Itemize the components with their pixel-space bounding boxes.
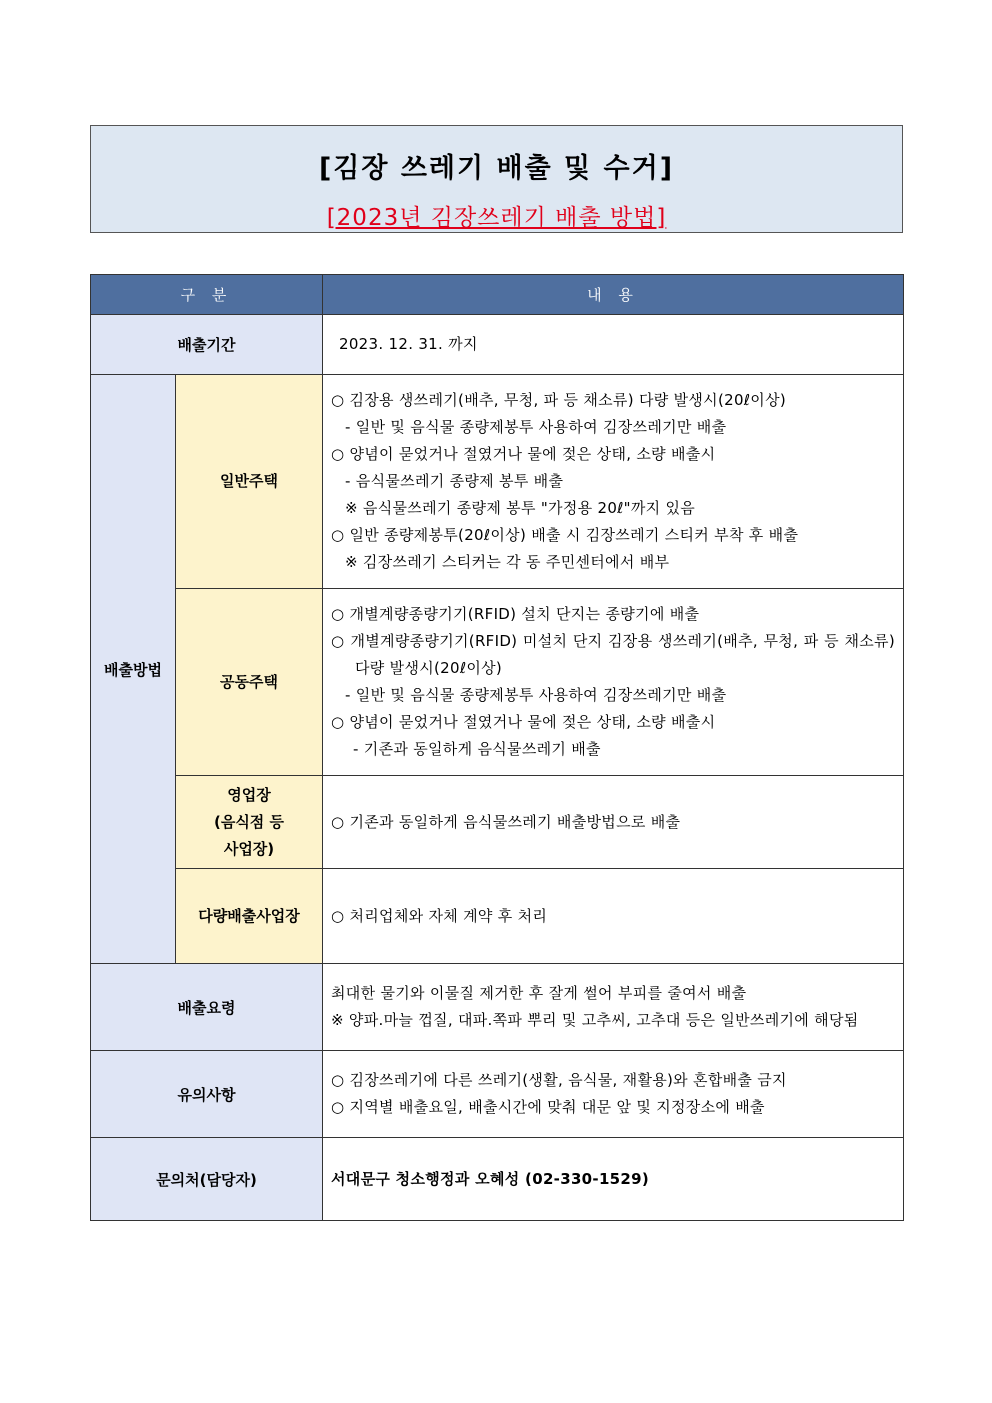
business-label-line: 사업장) (223, 839, 275, 858)
list-item: ※ 음식물쓰레기 종량제 봉투 "가정용 20ℓ"까지 있음 (345, 499, 696, 517)
table-row (91, 964, 904, 1051)
list-item: ○ 개별계량종량기기(RFID) 설치 단지는 종량기에 배출 (331, 605, 700, 623)
list-item: ○ 처리업체와 자체 계약 후 처리 (331, 906, 548, 925)
period-label: 배출기간 (91, 315, 323, 375)
list-item: ○ 김장쓰레기에 다른 쓰레기(생활, 음식물, 재활용)와 혼합배출 금지 (331, 1071, 787, 1089)
list-item: - 일반 및 음식물 종량제봉투 사용하여 김장쓰레기만 배출 (345, 418, 727, 436)
list-item: - 기존과 동일하게 음식물쓰레기 배출 (353, 740, 601, 758)
list-item: - 음식물쓰레기 종량제 봉투 배출 (345, 472, 564, 490)
house-label: 일반주택 (176, 375, 323, 589)
period-value: 2023. 12. 31. 까지 (323, 315, 904, 375)
table-row (91, 375, 904, 589)
list-item: ※ 김장쓰레기 스티커는 각 동 주민센터에서 배부 (345, 553, 670, 571)
title-box (90, 125, 903, 233)
header-category: 구 분 (91, 275, 323, 315)
contact-label: 문의처(담당자) (91, 1138, 323, 1221)
list-item: ○ 지역별 배출요일, 배출시간에 맞춰 대문 앞 및 지정장소에 배출 (331, 1098, 765, 1116)
page-subtitle: [2023년 김장쓰레기 배출 방법] (326, 205, 667, 231)
list-item: ○ 개별계량종량기기(RFID) 미설치 단지 김장용 생쓰레기(배추, 무청, 파 등 채소류) 다량 발생시(20ℓ이상) (331, 632, 895, 677)
page-title: [김장 쓰레기 배출 및 수거] (318, 153, 675, 184)
list-item: ○ 양념이 묻었거나 절였거나 물에 젖은 상태, 소량 배출시 (331, 445, 716, 463)
list-item: ○ 기존과 동일하게 음식물쓰레기 배출방법으로 배출 (331, 812, 681, 831)
list-item: - 일반 및 음식물 종량제봉투 사용하여 김장쓰레기만 배출 (345, 686, 727, 704)
list-item: ○ 양념이 묻었거나 절였거나 물에 젖은 상태, 소량 배출시 (331, 713, 716, 731)
business-label-line: 영업장 (227, 785, 271, 804)
list-item: ○ 일반 종량제봉투(20ℓ이상) 배출 시 김장쓰레기 스티커 부착 후 배출 (331, 526, 799, 544)
contact-value: 서대문구 청소행정과 오혜성 (02-330-1529) (323, 1138, 904, 1221)
list-item: 최대한 물기와 이물질 제거한 후 잘게 썰어 부피를 줄여서 배출 (331, 984, 747, 1002)
guide-content (323, 964, 904, 1051)
house-content (323, 375, 904, 589)
guide-label: 배출요령 (91, 964, 323, 1051)
apartment-label: 공동주택 (176, 589, 323, 776)
apartment-content (323, 589, 904, 776)
table-row (91, 589, 904, 776)
list-item: ※ 양파.마늘 껍질, 대파.쪽파 뿌리 및 고추씨, 고추대 등은 일반쓰레기에 해당됨 (331, 1011, 859, 1029)
header-content: 내 용 (323, 275, 904, 315)
business-content (323, 776, 904, 869)
disposal-table (90, 274, 904, 1221)
business-label (176, 776, 323, 869)
caution-content (323, 1051, 904, 1138)
table-row (91, 869, 904, 964)
caution-label: 유의사항 (91, 1051, 323, 1138)
method-label: 배출방법 (91, 375, 176, 964)
table-row (91, 776, 904, 869)
table-header-row (91, 275, 904, 315)
list-item: ○ 김장용 생쓰레기(배추, 무청, 파 등 채소류) 다량 발생시(20ℓ이상) (331, 391, 787, 409)
bulk-label: 다량배출사업장 (176, 869, 323, 964)
table-row (91, 315, 904, 375)
table-row (91, 1051, 904, 1138)
table-row (91, 1138, 904, 1221)
bulk-content (323, 869, 904, 964)
business-label-line: (음식점 등 (213, 812, 285, 831)
